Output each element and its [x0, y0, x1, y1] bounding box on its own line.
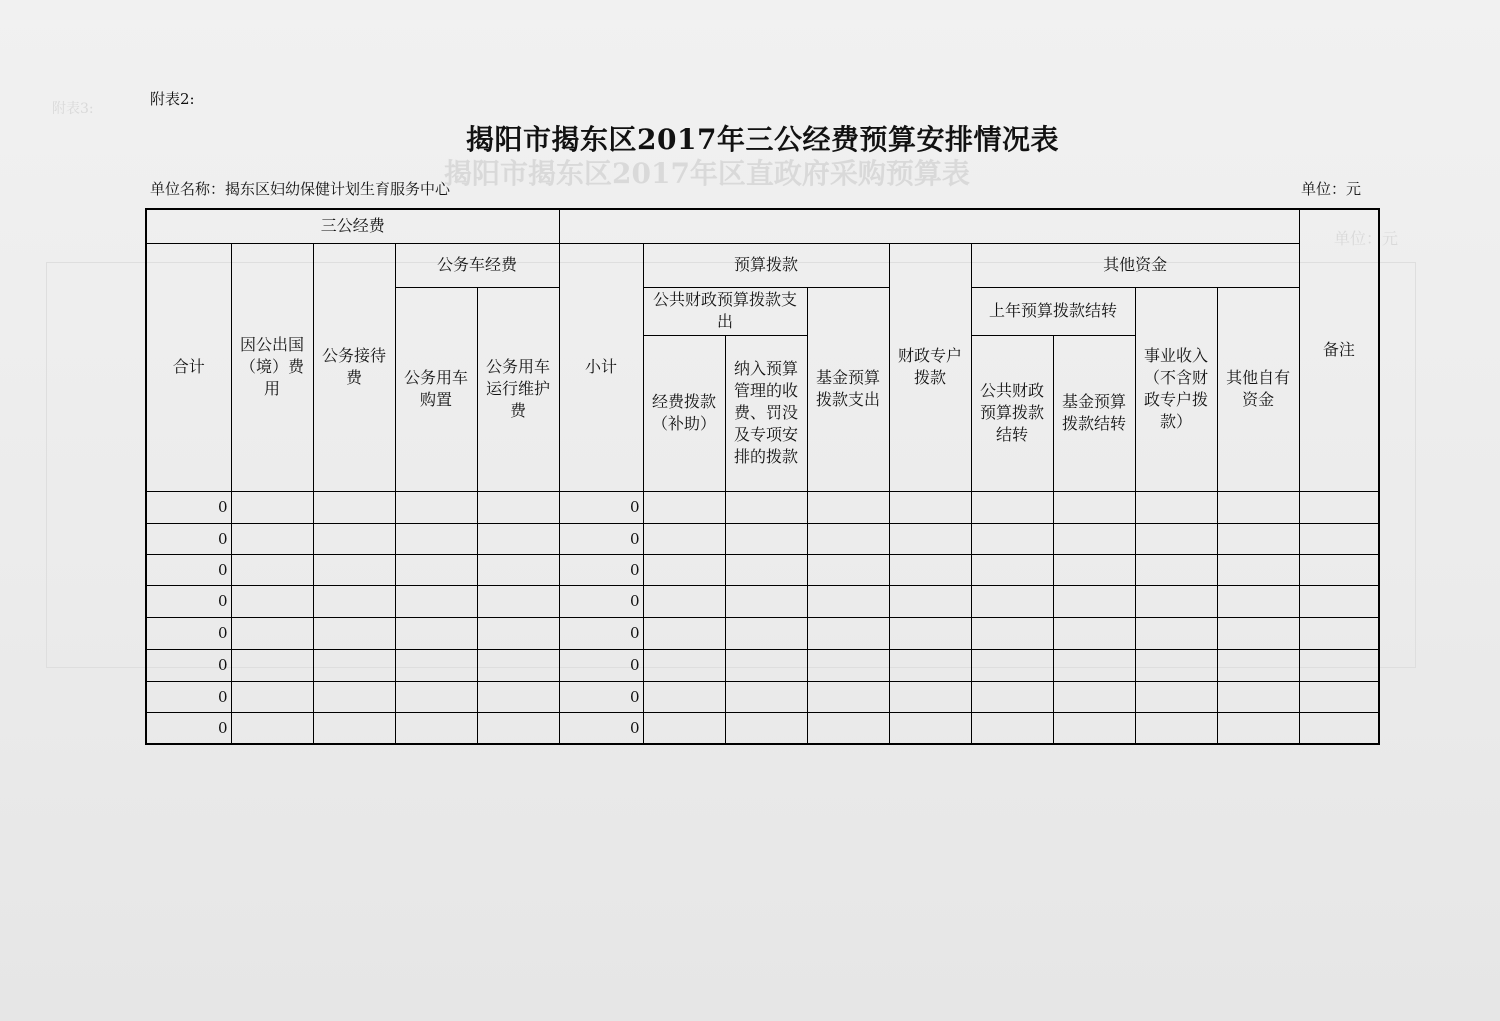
cell: [1217, 554, 1299, 585]
header-row-1: [146, 209, 1379, 243]
bleed-through-title: 揭阳市揭东区2017年区直政府采购预算表: [444, 157, 970, 190]
header-business-income: 事业收入（不含财政专户拨款）: [1135, 287, 1217, 491]
header-car-operation: 公务用车运行维护费: [477, 287, 559, 491]
cell: [1053, 681, 1135, 712]
cell-total: 0: [146, 681, 231, 712]
cell: [231, 585, 313, 617]
cell-subtotal: 0: [559, 712, 643, 744]
cell: [807, 554, 889, 585]
cell: [1135, 491, 1217, 523]
table-row: [146, 523, 1379, 554]
cell-subtotal: 0: [559, 649, 643, 681]
cell-total: 0: [146, 617, 231, 649]
header-subtotal: 小计: [559, 243, 643, 491]
table-row: [146, 554, 1379, 585]
cell: [643, 617, 725, 649]
header-total: 合计: [146, 243, 231, 491]
cell: [477, 585, 559, 617]
header-public-carryover: 公共财政预算拨款结转: [971, 335, 1053, 491]
cell: [395, 523, 477, 554]
cell: [971, 617, 1053, 649]
cell: [725, 554, 807, 585]
cell: [231, 649, 313, 681]
cell: [971, 523, 1053, 554]
cell: [1299, 681, 1379, 712]
cell-subtotal: 0: [559, 585, 643, 617]
cell: [395, 617, 477, 649]
header-included-budget: 纳入预算管理的收费、罚没及专项安排的拨款: [725, 335, 807, 491]
cell: [1299, 554, 1379, 585]
table-row: [146, 712, 1379, 744]
cell: [807, 712, 889, 744]
cell: [1217, 712, 1299, 744]
cell: [889, 649, 971, 681]
cell-subtotal: 0: [559, 523, 643, 554]
cell-total: 0: [146, 649, 231, 681]
cell: [477, 491, 559, 523]
cell: [313, 649, 395, 681]
cell: [477, 712, 559, 744]
header-fund-budget: 基金预算拨款支出: [807, 287, 889, 491]
cell: [1217, 649, 1299, 681]
cell: [231, 617, 313, 649]
cell: [313, 491, 395, 523]
header-special-finance: 财政专户拨款: [889, 243, 971, 491]
cell-total: 0: [146, 712, 231, 744]
bleed-through-unit: 单位：元: [1334, 229, 1399, 248]
cell: [395, 554, 477, 585]
cell-total: 0: [146, 491, 231, 523]
cell: [1053, 617, 1135, 649]
header-other-funds: 其他资金: [971, 243, 1299, 287]
cell: [1053, 585, 1135, 617]
cell: [889, 523, 971, 554]
cell: [643, 712, 725, 744]
table-row: [146, 585, 1379, 617]
cell: [643, 681, 725, 712]
table-row: [146, 649, 1379, 681]
cell: [231, 523, 313, 554]
cell: [725, 681, 807, 712]
cell: [889, 681, 971, 712]
cell: [1217, 491, 1299, 523]
cell: [1053, 491, 1135, 523]
cell: [1135, 554, 1217, 585]
cell: [889, 554, 971, 585]
cell-subtotal: 0: [559, 617, 643, 649]
attachment-label: 附表2:: [150, 90, 195, 108]
bleed-through-attachment: 附表3:: [52, 101, 94, 117]
cell: [889, 585, 971, 617]
currency-unit: 单位：元: [1301, 180, 1362, 198]
table-row: [146, 617, 1379, 649]
cell: [807, 617, 889, 649]
cell: [1053, 649, 1135, 681]
cell: [807, 681, 889, 712]
cell: [395, 712, 477, 744]
cell: [313, 523, 395, 554]
cell: [971, 681, 1053, 712]
cell: [1217, 681, 1299, 712]
cell: [725, 491, 807, 523]
cell: [643, 649, 725, 681]
table-row: [146, 681, 1379, 712]
cell: [313, 617, 395, 649]
cell: [1299, 617, 1379, 649]
cell: [971, 491, 1053, 523]
cell: [971, 554, 1053, 585]
cell: [725, 617, 807, 649]
cell: [1135, 681, 1217, 712]
cell: [1135, 649, 1217, 681]
header-fund-carryover: 基金预算拨款结转: [1053, 335, 1135, 491]
cell: [313, 681, 395, 712]
cell: [1299, 585, 1379, 617]
cell: [1135, 617, 1217, 649]
cell: [477, 649, 559, 681]
header-remarks: 备注: [1299, 209, 1379, 491]
cell: [395, 585, 477, 617]
cell: [1299, 523, 1379, 554]
cell: [1217, 585, 1299, 617]
cell: [1299, 649, 1379, 681]
cell: [395, 649, 477, 681]
cell: [1299, 712, 1379, 744]
cell: [971, 585, 1053, 617]
cell: [725, 712, 807, 744]
cell: [1135, 523, 1217, 554]
cell: [643, 491, 725, 523]
header-car-purchase: 公务用车购置: [395, 287, 477, 491]
cell-total: 0: [146, 554, 231, 585]
page-title: 揭阳市揭东区2017年三公经费预算安排情况表: [466, 123, 1059, 156]
cell: [807, 585, 889, 617]
budget-table: [145, 208, 1380, 745]
cell: [231, 681, 313, 712]
cell: [1135, 712, 1217, 744]
cell: [231, 712, 313, 744]
cell: [313, 585, 395, 617]
cell: [1217, 523, 1299, 554]
cell: [889, 712, 971, 744]
cell-subtotal: 0: [559, 554, 643, 585]
header-funding-subsidy: 经费拨款（补助）: [643, 335, 725, 491]
cell: [725, 585, 807, 617]
cell: [725, 523, 807, 554]
cell: [889, 617, 971, 649]
header-sangong: 三公经费: [146, 209, 559, 243]
cell: [807, 649, 889, 681]
unit-name: 单位名称：揭东区妇幼保健计划生育服务中心: [150, 180, 451, 198]
cell-subtotal: 0: [559, 681, 643, 712]
cell: [313, 554, 395, 585]
cell: [643, 523, 725, 554]
cell: [971, 712, 1053, 744]
cell: [1053, 712, 1135, 744]
cell: [1217, 617, 1299, 649]
cell: [643, 585, 725, 617]
cell-subtotal: 0: [559, 491, 643, 523]
cell: [889, 491, 971, 523]
cell-total: 0: [146, 585, 231, 617]
cell: [971, 649, 1053, 681]
cell: [807, 523, 889, 554]
header-budget-alloc: 预算拨款: [643, 243, 889, 287]
header-car-group: 公务车经费: [395, 243, 559, 287]
header-reception: 公务接待费: [313, 243, 395, 491]
cell: [477, 681, 559, 712]
header-overseas: 因公出国（境）费用: [231, 243, 313, 491]
header-blank: [559, 209, 1299, 243]
cell: [477, 523, 559, 554]
cell: [395, 681, 477, 712]
cell: [477, 617, 559, 649]
cell: [313, 712, 395, 744]
header-prior-year: 上年预算拨款结转: [971, 287, 1135, 335]
cell: [231, 491, 313, 523]
cell: [395, 491, 477, 523]
header-other-own: 其他自有资金: [1217, 287, 1299, 491]
cell-total: 0: [146, 523, 231, 554]
cell: [1135, 585, 1217, 617]
cell: [807, 491, 889, 523]
cell: [1053, 554, 1135, 585]
table-row: [146, 491, 1379, 523]
cell: [643, 554, 725, 585]
cell: [1299, 491, 1379, 523]
cell: [477, 554, 559, 585]
header-public-finance: 公共财政预算拨款支出: [643, 287, 807, 335]
cell: [1053, 523, 1135, 554]
cell: [231, 554, 313, 585]
cell: [725, 649, 807, 681]
header-row-2: [146, 243, 1379, 287]
